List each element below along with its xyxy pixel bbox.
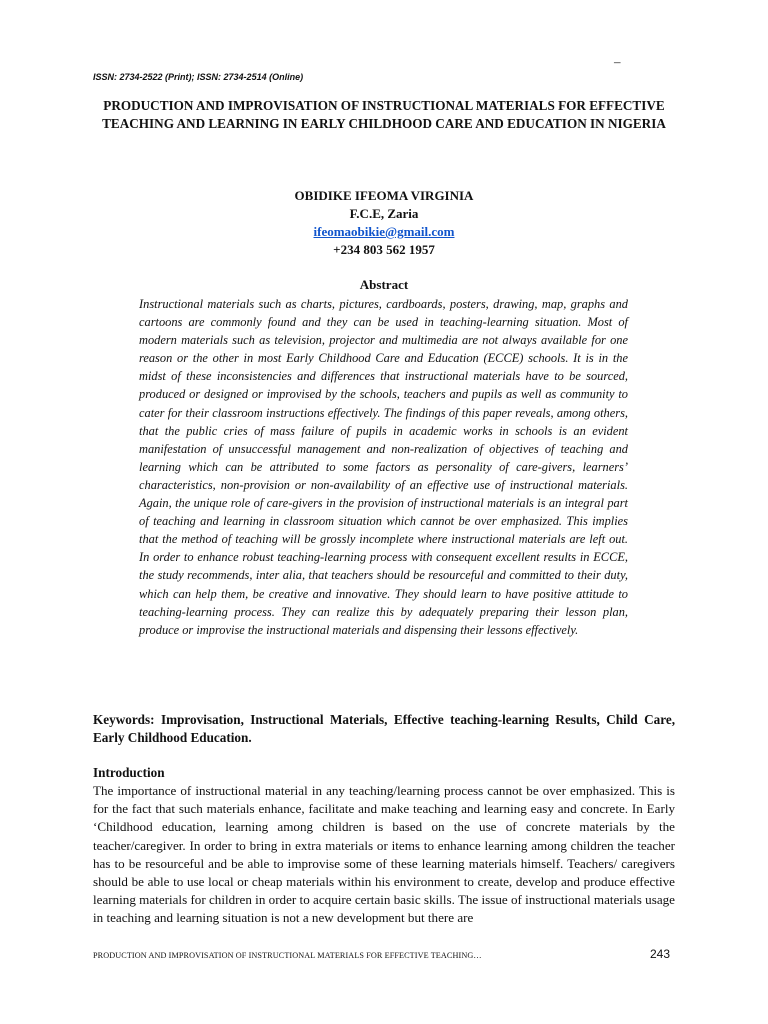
issn-line: ISSN: 2734-2522 (Print); ISSN: 2734-2514 (Online) [93, 72, 304, 82]
author-name: OBIDIKE IFEOMA VIRGINIA [294, 188, 474, 203]
keywords: Keywords: Improvisation, Instructional Materials, Effective teaching-learning Results, Child Care, Early Childhood Education. [93, 712, 675, 745]
abstract-text: Instructional materials such as charts, pictures, cardboards, posters, drawing, map, graphs and cartoons are commonly found and they can be used in teaching-learning situation. Most of modern materials such as television, projector and multimedia are not always available for one reason or the other in most Early Childhood Care and Education (ECCE) schools. It is in the midst of these inconsistencies and differences that instructional materials have to be sourced, produced or designed or improvised by the schools, teachers and pupils as well as community to cater for their classroom instructions effectively. The findings of this paper reveals, among others, that the public cries of mass failure of pupils in academic works in schools is an evident manifestation of unsuccessful management and non-realization of objectives of teaching and learning which can be attributed to some factors as personality of care-givers, learners’ characteristics, non-provision or non-availability of an effective use of instructional materials. Again, the unique role of care-givers in the provision of instructional materials is an integral part of teaching and learning in classroom situation which cannot be over emphasized. This implies that the method of teaching will be grossly incomplete where instructional materials are left out. In order to enhance robust teaching-learning process with consequent excellent results in ECCE, the study recommends, inter alia, that teachers should be resourceful and committed to their duty, which can help them, be creative and innovative. They should learn to have positive attitude to teaching-learning process. They can realize this by adequately preparing their lesson plan, produce or improvise the instructional materials and dispensing their lessons effectively. [139, 297, 628, 637]
footer-running-title: PRODUCTION AND IMPROVISATION OF INSTRUCTIONAL MATERIALS FOR EFFECTIVE TEACHING… [93, 951, 482, 960]
introduction-text: The importance of instructional material in any teaching/learning process cannot be over emphasized. This is for the fact that such materials enhance, facilitate and make teaching and learning easy and concrete. In Early ‘Childhood education, learning among children is based on the use of concrete materials by the teacher/caregiver. In order to bring in extra materials or items to enhance learning among children the teacher has to be resourceful and be able to improvise some of these learning materials himself. Teachers/ caregivers should be able to use local or cheap materials within his environment to create, develop and produce effective learning materials for children in order to acquire certain basic skills. The issue of instructional materials usage in teaching and learning situation is not a new development but there are [93, 783, 675, 926]
author-email-link[interactable]: ifeomaobikie@gmail.com [313, 224, 455, 239]
page-number: 243 [650, 947, 671, 961]
abstract-heading: Abstract [359, 277, 409, 292]
header-dash: – [614, 54, 621, 69]
author-block [93, 187, 675, 259]
introduction-heading: Introduction [93, 765, 165, 780]
author-affiliation: F.C.E, Zaria [349, 206, 419, 221]
paper-title: PRODUCTION AND IMPROVISATION OF INSTRUCTIONAL MATERIALS FOR EFFECTIVE TEACHING AND LEARNING IN EARLY CHILDHOOD CARE AND EDUCATION IN NIGERIA [102, 98, 666, 131]
author-phone: +234 803 562 1957 [333, 242, 435, 257]
